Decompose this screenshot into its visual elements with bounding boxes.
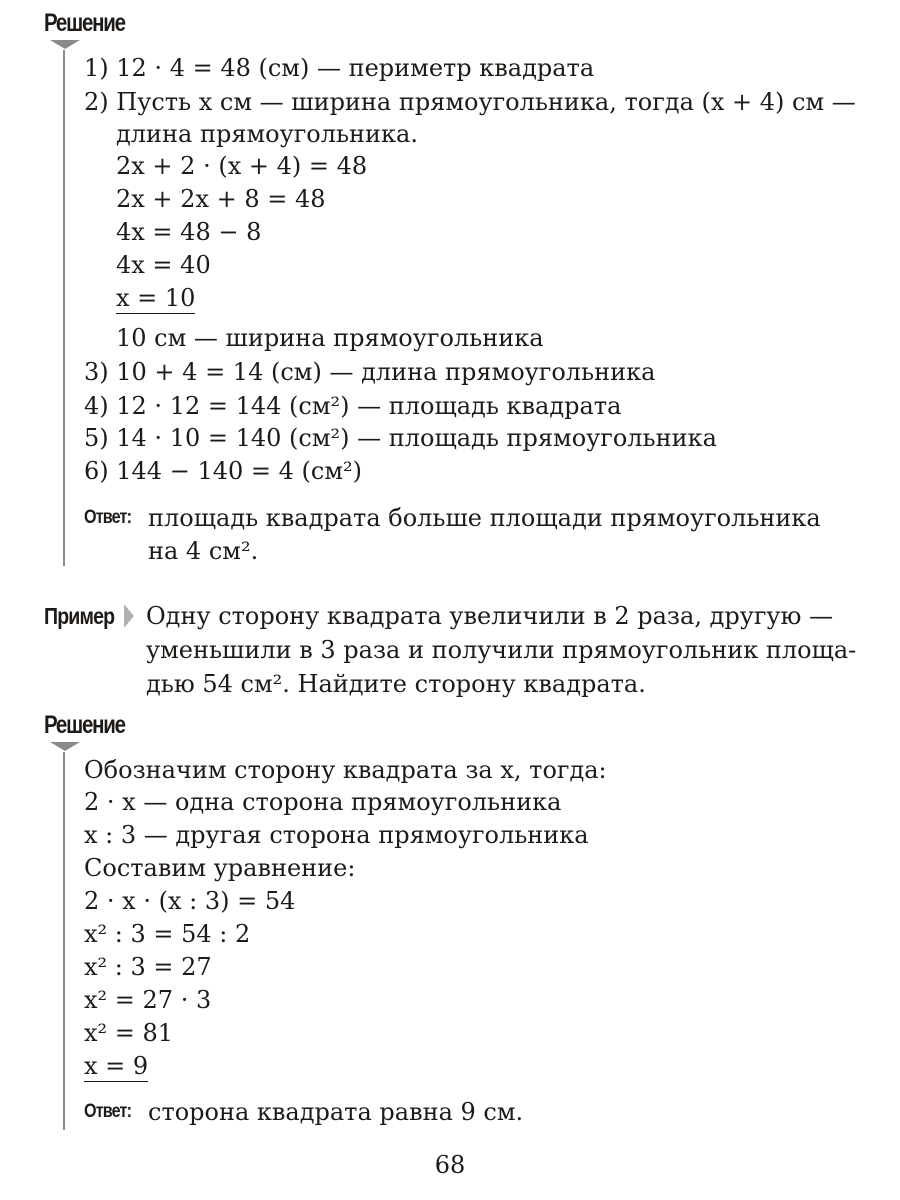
example-text: дью 54 см². Найдите сторону квадрата.: [146, 670, 646, 698]
solution-line: Составим уравнение:: [84, 854, 356, 882]
example-arrow-icon: [124, 604, 134, 628]
example-text: уменьшили в 3 раза и получили прямоугольник площа-: [146, 636, 857, 664]
equation-line: x² = 27 · 3: [84, 986, 212, 1014]
solution-line: 6) 144 − 140 = 4 (см²): [84, 457, 362, 485]
equation-line: 2 · x · (x : 3) = 54: [84, 887, 296, 915]
solution-line: 5) 14 · 10 = 140 (см²) — площадь прямоугольника: [84, 424, 717, 452]
solution-line: 2 · x — одна сторона прямоугольника: [84, 788, 562, 816]
solution-line: 3) 10 + 4 = 14 (см) — длина прямоугольника: [84, 358, 656, 386]
answer-label: Ответ:: [84, 1101, 132, 1122]
solution-line: 2) Пусть x см — ширина прямоугольника, тогда (x + 4) см —: [84, 88, 856, 116]
solution-side-bar: [63, 50, 65, 566]
solution-side-bar: [63, 752, 65, 1130]
example-text: Одну сторону квадрата увеличили в 2 раза, другую —: [146, 602, 834, 630]
equation-result: x = 9: [84, 1052, 149, 1080]
solution-line: длина прямоугольника.: [116, 120, 418, 148]
solution-line: 4) 12 · 12 = 144 (см²) — площадь квадрата: [84, 392, 622, 420]
solution-heading: Решение: [44, 9, 125, 37]
equation-line: x² : 3 = 54 : 2: [84, 920, 251, 948]
page-number: 68: [434, 1151, 466, 1179]
equation-line: 4x = 40: [116, 251, 211, 279]
equation-line: 2x + 2x + 8 = 48: [116, 185, 326, 213]
answer-text: площадь квадрата больше площади прямоугольника: [148, 504, 821, 532]
solution-line: Обозначим сторону квадрата за x, тогда:: [84, 756, 607, 784]
equation-line: x² : 3 = 27: [84, 953, 212, 981]
heading-marker-icon: [50, 742, 80, 751]
solution-line: 10 см — ширина прямоугольника: [116, 324, 544, 352]
answer-text: сторона квадрата равна 9 см.: [148, 1098, 524, 1126]
equation-line: 2x + 2 · (x + 4) = 48: [116, 152, 368, 180]
heading-marker-icon: [50, 40, 80, 49]
answer-text: на 4 см².: [148, 537, 259, 565]
solution-line: 1) 12 · 4 = 48 (см) — периметр квадрата: [84, 54, 595, 82]
equation-line: 4x = 48 − 8: [116, 218, 262, 246]
answer-label: Ответ:: [84, 507, 132, 528]
solution-heading: Решение: [44, 711, 125, 739]
solution-line: x : 3 — другая сторона прямоугольника: [84, 821, 589, 849]
equation-result: x = 10: [116, 284, 196, 312]
example-label: Пример: [44, 603, 115, 629]
equation-line: x² = 81: [84, 1019, 174, 1047]
